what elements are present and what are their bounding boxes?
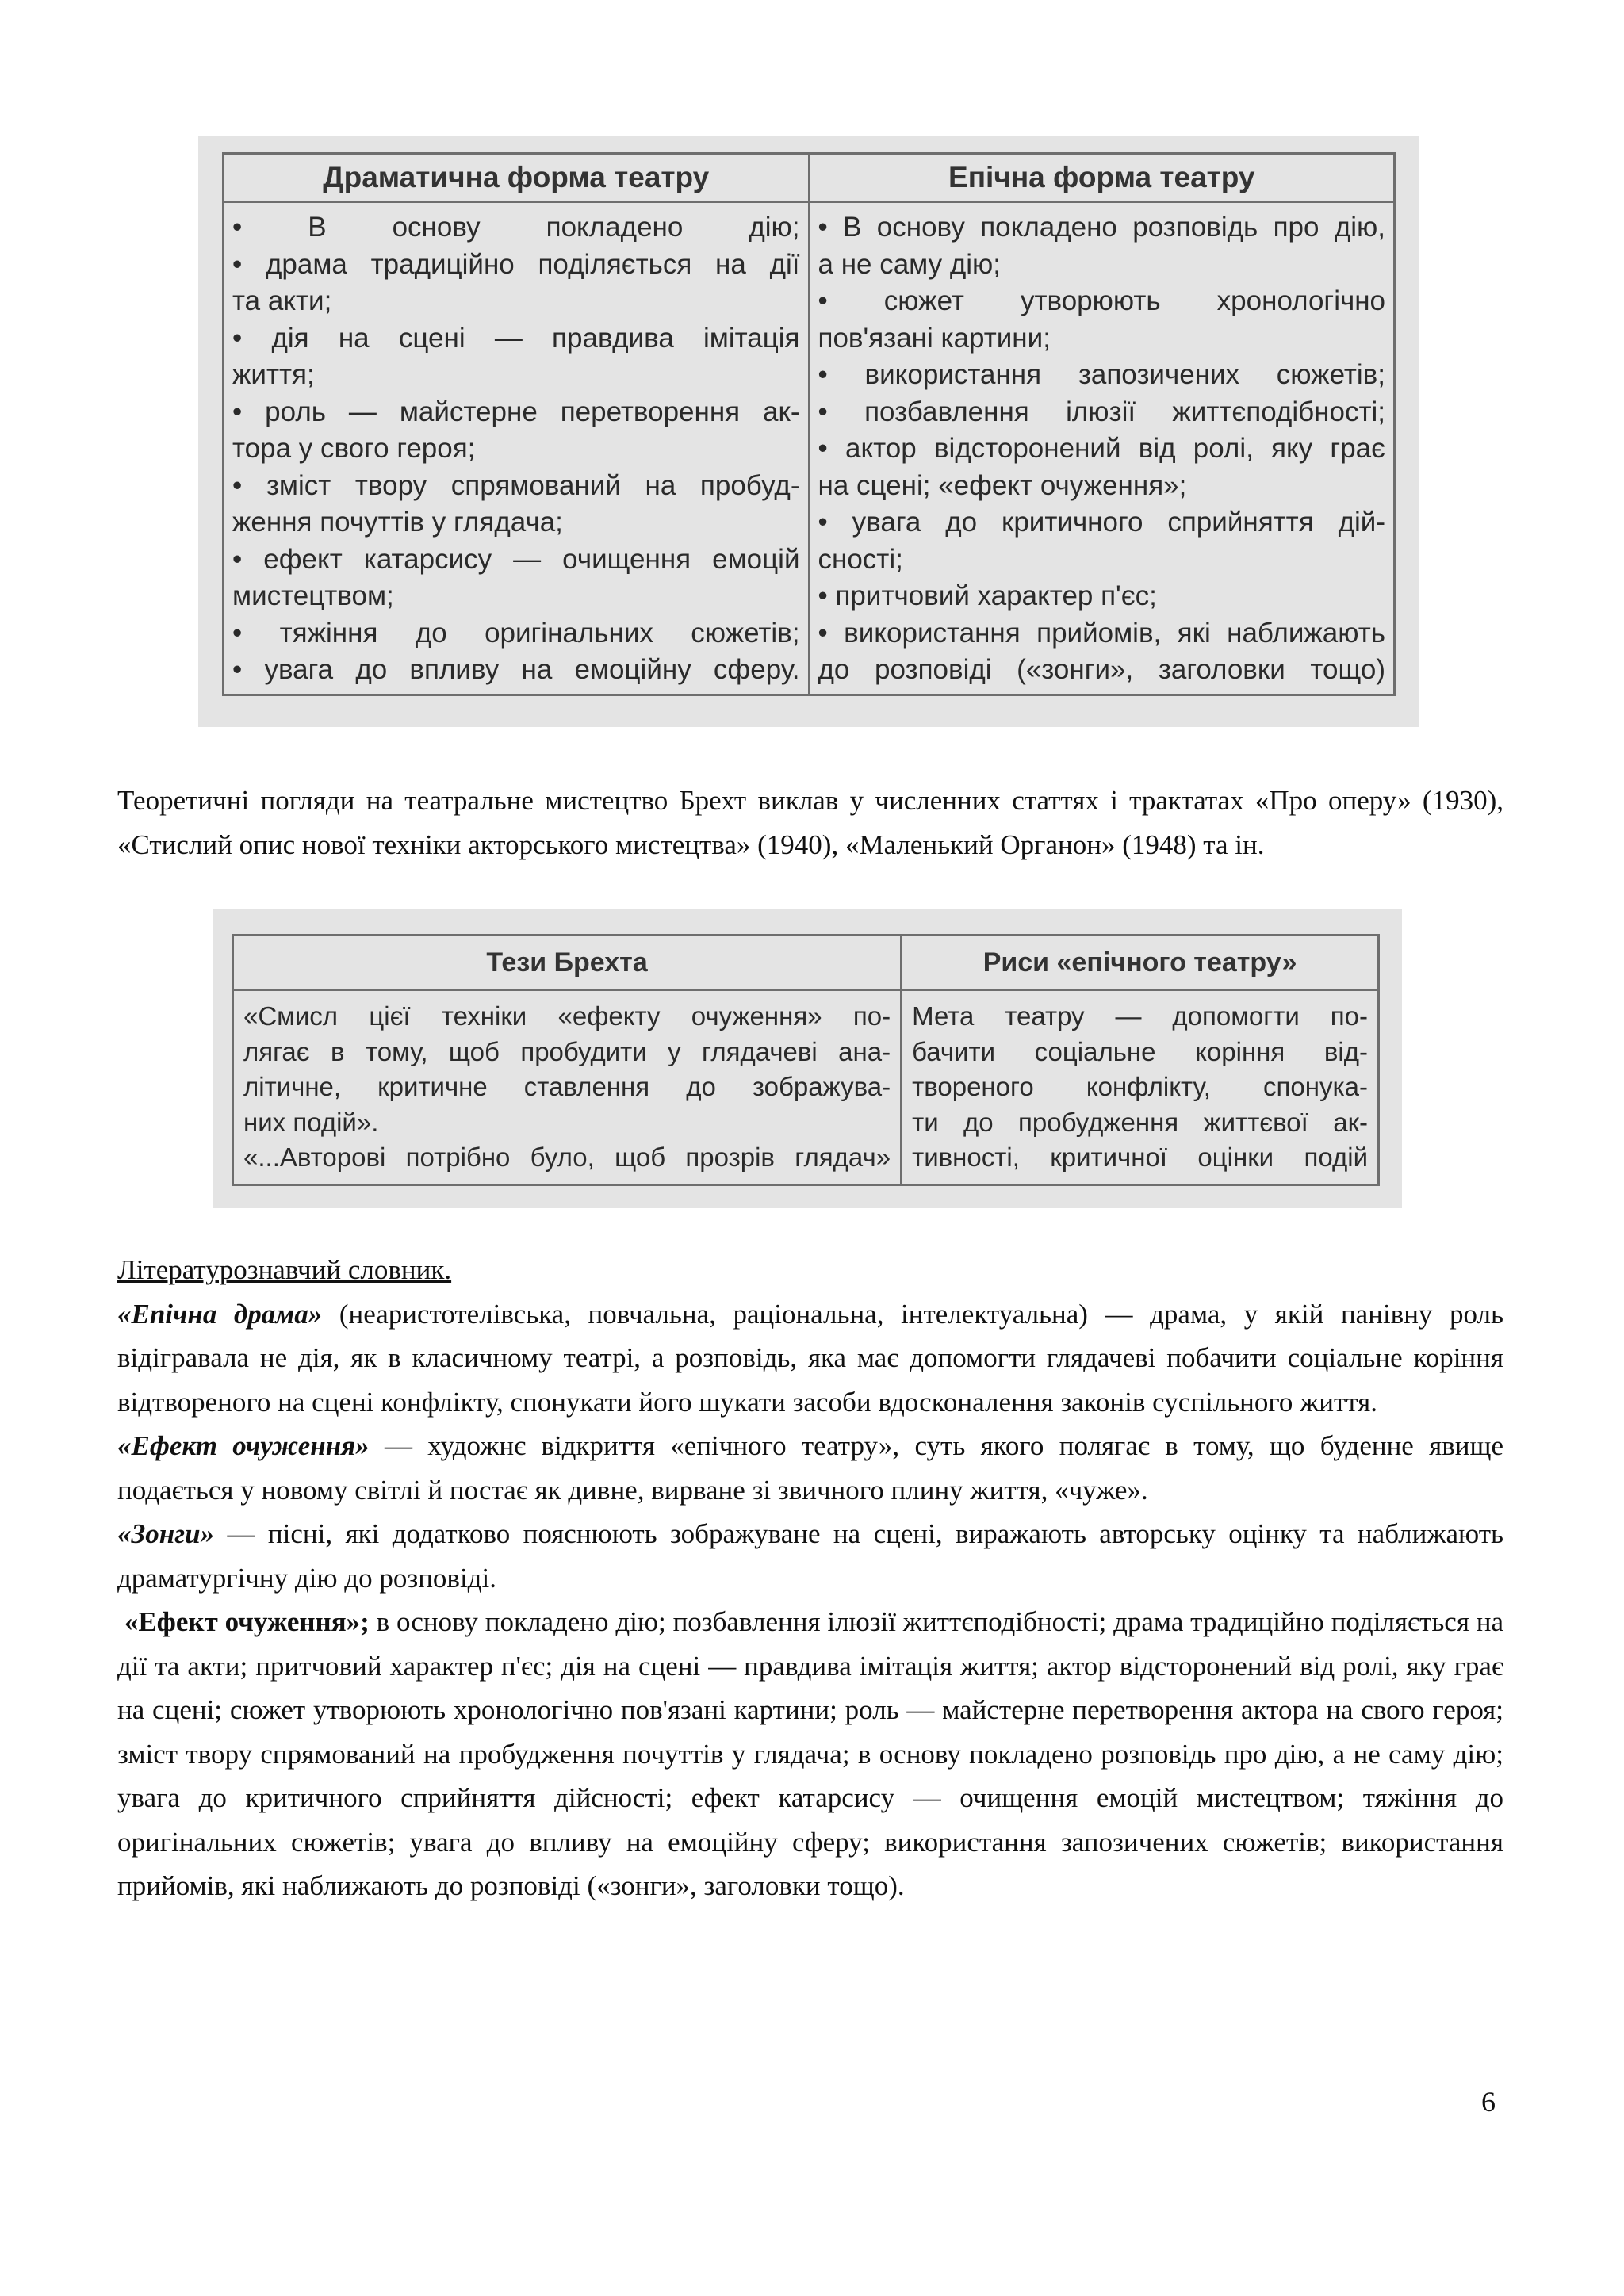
dictionary-definition: — художнє відкриття «епічного театру», суть якого полягає в тому, що буденне явище подається у новому світлі й постає як дивне, вирване зі звичного плину життя, «чуже». [117,1430,1503,1506]
table-line: • дія на сцені — правдива імітація [232,322,800,354]
table-line: літичне, критичне ставлення до зображува- [243,1072,891,1101]
table-line: • ефект катарсису — очищення емоцій [232,543,800,575]
table-line: • позбавлення ілюзії життєподібності; [818,396,1385,427]
table-line: бачити соціальне коріння від- [912,1036,1368,1066]
table-line: • використання прийомів, які наближають [818,617,1385,649]
dictionary-entry [117,1292,1503,1425]
table-line: а не саму дію; [818,248,1002,280]
table-line: • тяжіння до оригінальних сюжетів; [232,617,800,649]
table-line: • роль — майстерне перетворення ак- [232,396,800,427]
epic-form-header: Епічна форма театру [809,154,1395,202]
intro-paragraph: Теоретичні погляди на театральне мистецтво Брехт виклав у численних статтях і трактатах «Про оперу» (1930), «Стислий опис нової техніки акторського мистецтва» (1940), «Маленький Органон» (1948) та ін. [117,785,1503,860]
dictionary-heading: Літературознавчий словник. [117,1254,452,1285]
table-line: «Смисл цієї техніки «ефекту очуження» по- [243,1001,891,1031]
table-line: на сцені; «ефект очуження»; [818,469,1187,501]
epic-theatre-features-header: Риси «епічного театру» [902,936,1379,990]
table-line: • притчовий характер п'єс; [818,580,1157,611]
table-line: ти до пробудження життєвої ак- [912,1107,1368,1137]
drama-vs-epic-table-image [198,136,1419,727]
dictionary-definition: (неаристотелівська, повчальна, раціональна, інтелектуальна) — драма, у якій панівну роль відігравала не дія, як в класичному театрі, а розповідь, яка має допомогти глядачеві побачити соціальне коріння відтвореного на сцені конфлікту, спонукати його шукати засоби вдосконалення законів суспільного життя. [117,1298,1503,1418]
brecht-theses-header: Тези Брехта [233,936,902,990]
epic-theatre-features-cell [902,990,1379,1185]
drama-vs-epic-table [222,152,1396,696]
table-line: тивності, критичної оцінки подій [912,1142,1368,1172]
dictionary-entry [117,1424,1503,1512]
epic-form-cell [809,202,1395,695]
table-line: тора у свого героя; [232,433,476,464]
brecht-theses-cell [233,990,902,1185]
literary-dictionary [117,1248,1503,1908]
dictionary-term: «Епічна драма» [117,1298,323,1330]
table-line: • використання запозичених сюжетів; [818,359,1385,390]
table-line: життя; [232,359,315,390]
table-line: пов'язані картини; [818,322,1051,354]
table-line: • В основу покладено дію; [232,212,800,243]
table-line: • актор відсторонений від ролі, яку грає [818,433,1385,464]
table-line: • В основу покладено розповідь про дію, [818,212,1385,243]
table-line: Мета театру — допомогти по- [912,1001,1368,1031]
dictionary-term: «Ефект очуження» [117,1430,370,1461]
table-line: • зміст твору спрямований на пробуд- [232,469,800,501]
table-line: мистецтвом; [232,580,394,611]
dramatic-form-cell [224,202,810,695]
table-line: них подій». [243,1107,379,1137]
table-line: твореного конфлікту, спонука- [912,1072,1368,1101]
table-line: • увага до критичного сприйняття дій- [818,507,1385,538]
exercise-paragraph [117,1600,1503,1908]
table-line: • сюжет утворюють хронологічно [818,285,1385,316]
dramatic-form-header: Драматична форма театру [224,154,810,202]
brecht-theses-table-image [213,909,1402,1208]
table-line: ження почуттів у глядача; [232,507,563,538]
table-line: лягає в тому, щоб пробудити у глядачеві ана- [243,1036,891,1066]
page-number: 6 [1481,2086,1496,2118]
table-line: та акти; [232,285,332,316]
brecht-theses-table [232,934,1380,1186]
dictionary-entry [117,1512,1503,1600]
table-line: • увага до впливу на емоційну сферу. [232,654,800,685]
table-line: «...Авторові потрібно було, щоб прозрів глядач» [243,1142,891,1172]
table-line: сності; [818,543,903,575]
exercise-term: «Ефект очуження»; [124,1606,370,1637]
table-line: до розповіді («зонги», заголовки тощо) [818,654,1385,685]
dictionary-term: «Зонги» [117,1518,215,1549]
table-line: • драма традиційно поділяється на дії [232,248,800,280]
exercise-text: в основу покладено дію; позбавлення ілюзії життєподібності; драма традиційно поділяється на дії та акти; притчовий характер п'єс; дія на сцені — правдива імітація життя; актор відсторонений від ролі, яку грає на сцені; сюжет утворюють хронологічно пов'язані картини; роль — майстерне перетворення актора на свого героя; зміст твору спрямований на пробудження почуттів у глядача; в основу покладено розповідь про дію, а не саму дію; увага до критичного сприйняття дійсності; ефект катарсису — очищення емоцій мистецтвом; тяжіння до оригінальних сюжетів; увага до впливу на емоційну сферу; використання запозичених сюжетів; використання прийомів, які наближають до розповіді («зонги», заголовки тощо). [117,1606,1503,1901]
dictionary-definition: — пісні, які додатково пояснюють зображуване на сцені, виражають авторську оцінку та наближають драматургічну дію до розповіді. [117,1518,1503,1594]
